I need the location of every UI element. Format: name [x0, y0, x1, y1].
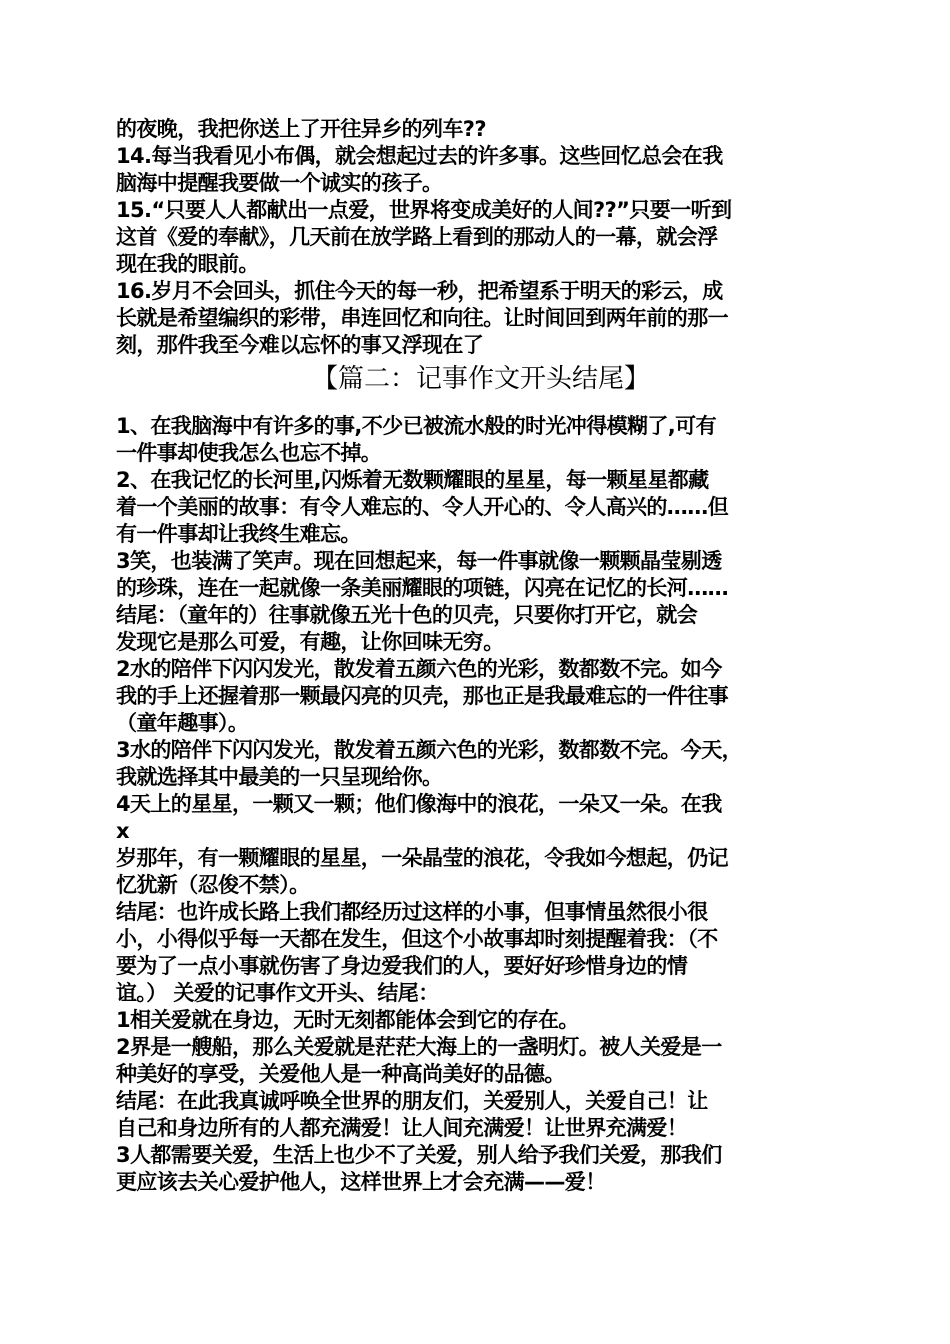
text-line: 3笑，也装满了笑声。现在回想起来，每一件事就像一颗颗晶莹剔透 [116, 549, 722, 573]
text-line: 的夜晚，我把你送上了开往异乡的列车?? [116, 117, 486, 141]
text-line: 1相关爱就在身边，无时无刻都能体会到它的存在。 [116, 1008, 579, 1032]
text-line: 2、在我记忆的长河里,闪烁着无数颗耀眼的星星，每一颗星星都藏 [116, 468, 709, 492]
text-line: 现在我的眼前。 [116, 252, 259, 276]
text-line: 发现它是那么可爱，有趣，让你回味无穷。 [116, 630, 504, 654]
text-line: 这首《爱的奉献》，几天前在放学路上看到的那动人的一幕，就会浮 [116, 225, 718, 249]
text-line: 3水的陪伴下闪闪发光，散发着五颜六色的光彩，数都数不完。今天， [116, 738, 743, 762]
text-line: x [116, 819, 129, 843]
text-line: 岁那年，有一颗耀眼的星星，一朵晶莹的浪花，令我如今想起，仍记 [116, 846, 728, 870]
text-line: 一件事却使我怎么也忘不掉。 [116, 441, 382, 465]
top-section [116, 116, 846, 359]
text-line: 要为了一点小事就伤害了身边爱我们的人，要好好珍惜身边的情 [116, 954, 688, 978]
text-line: 结尾：在此我真诚呼唤全世界的朋友们，关爱别人，关爱自己！让 [116, 1089, 708, 1113]
text-line: 15.“只要人人都献出一点爱，世界将变成美好的人间??”只要一听到 [116, 198, 732, 222]
section-title: 【篇二：记事作文开头结尾】 [311, 364, 650, 394]
text-line: 小，小得似乎每一天都在发生，但这个小故事却时刻提醒着我：（不 [116, 927, 718, 951]
document-body [116, 116, 846, 1196]
text-line: 着一个美丽的故事：有令人难忘的、令人开心的、令人高兴的……但 [116, 495, 728, 519]
bottom-section [116, 413, 846, 1196]
text-line: 种美好的享受，关爱他人是一种高尚美好的品德。 [116, 1062, 565, 1086]
text-line: 结尾：（童年的）往事就像五光十色的贝壳，只要你打开它，就会 [116, 603, 698, 627]
text-line: 脑海中提醒我要做一个诚实的孩子。 [116, 171, 443, 195]
text-line: 结尾：也许成长路上我们都经历过这样的小事，但事情虽然很小很 [116, 900, 708, 924]
text-line: 有一件事却让我终生难忘。 [116, 522, 361, 546]
text-line: 2界是一艘船，那么关爱就是茫茫大海上的一盏明灯。被人关爱是一 [116, 1035, 722, 1059]
text-line: 16.岁月不会回头，抓住今天的每一秒，把希望系于明天的彩云，成 [116, 279, 723, 303]
text-line: 忆犹新（忍俊不禁）。 [116, 873, 310, 897]
text-line: 我的手上还握着那一颗最闪亮的贝壳，那也正是我最难忘的一件往事 [116, 684, 728, 708]
text-line: 刻，那件我至今难以忘怀的事又浮现在了 [116, 333, 484, 357]
text-line: 我就选择其中最美的一只呈现给你。 [116, 765, 443, 789]
text-line: 14.每当我看见小布偶，就会想起过去的许多事。这些回忆总会在我 [116, 144, 723, 168]
text-line: 谊。） 关爱的记事作文开头、结尾： [116, 981, 439, 1005]
text-line: 长就是希望编织的彩带，串连回忆和向往。让时间回到两年前的那一 [116, 306, 728, 330]
text-line: 的珍珠，连在一起就像一条美丽耀眼的项链，闪亮在记忆的长河…… [116, 576, 728, 600]
text-line: 自己和身边所有的人都充满爱！让人间充满爱！让世界充满爱！ [116, 1116, 688, 1140]
text-line: 更应该去关心爱护他人，这样世界上才会充满——爱！ [116, 1170, 606, 1194]
text-line: （童年趣事）。 [116, 711, 249, 735]
text-line: 3人都需要关爱，生活上也少不了关爱，别人给予我们关爱，那我们 [116, 1143, 722, 1167]
text-line: 1、在我脑海中有许多的事,不少已被流水般的时光冲得模糊了,可有 [116, 414, 716, 438]
text-line: 4天上的星星，一颗又一颗；他们像海中的浪花，一朵又一朵。在我 [116, 792, 722, 816]
text-line: 2水的陪伴下闪闪发光，散发着五颜六色的光彩，数都数不完。如今 [116, 657, 722, 681]
